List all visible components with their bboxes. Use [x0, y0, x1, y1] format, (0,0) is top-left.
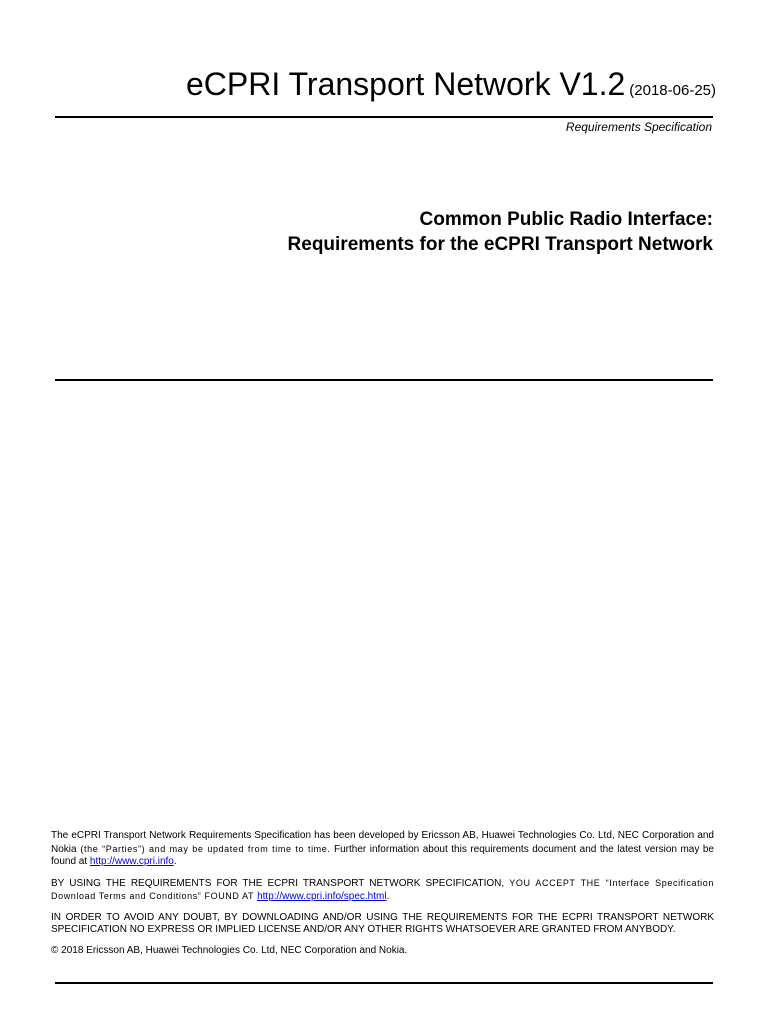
document-subtitle [288, 207, 713, 257]
parties-clause: (the “Parties”) and may be updated from time to time. [76, 843, 331, 854]
top-divider [55, 116, 713, 118]
development-notice-text: The eCPRI Transport Network Requirements Specification has been developed by Ericsson AB, Huawei Technologies Co. Ltd, NEC Corporation and Nokia [51, 830, 714, 855]
license-disclaimer: IN ORDER TO AVOID ANY DOUBT, BY DOWNLOADING AND/OR USING THE REQUIREMENTS FOR THE ECPRI TRANSPORT NETWORK SPECIFICATION NO EXPRESS OR IMPLIED LICENSE AND/OR ANY OTHER RIGHTS WHATSOEVER ARE GRANTED FROM ANYBODY. [51, 911, 714, 935]
document-title: eCPRI Transport Network V1.2 [186, 66, 626, 102]
page-title [186, 68, 716, 100]
copyright-notice: © 2018 Ericsson AB, Huawei Technologies Co. Ltd, NEC Corporation and Nokia. [51, 944, 408, 956]
document-type: Requirements Specification [565, 120, 712, 134]
development-notice [51, 830, 714, 869]
period: . [173, 856, 177, 867]
legal-notice [51, 830, 714, 965]
terms-acceptance-notice [51, 877, 714, 904]
document-date: (2018-06-25) [629, 82, 716, 99]
middle-divider [55, 379, 713, 381]
spec-terms-link[interactable]: http://www.cpri.info/spec.html [257, 891, 387, 902]
terms-conditions-clause: YOU ACCEPT THE “Interface Specification Download Terms and Conditions” FOUND AT [51, 877, 714, 901]
period: . [386, 891, 390, 902]
further-info-text: Further information about this requirements document and the latest version may be found at [51, 843, 714, 867]
subtitle-line-2: Requirements for the eCPRI Transport Network [287, 234, 713, 255]
bottom-divider [55, 982, 713, 984]
terms-acceptance-text: BY USING THE REQUIREMENTS FOR THE ECPRI TRANSPORT NETWORK SPECIFICATION, [51, 877, 510, 889]
cpri-info-link[interactable]: http://www.cpri.info [89, 856, 174, 867]
subtitle-line-1: Common Public Radio Interface: [419, 209, 713, 230]
